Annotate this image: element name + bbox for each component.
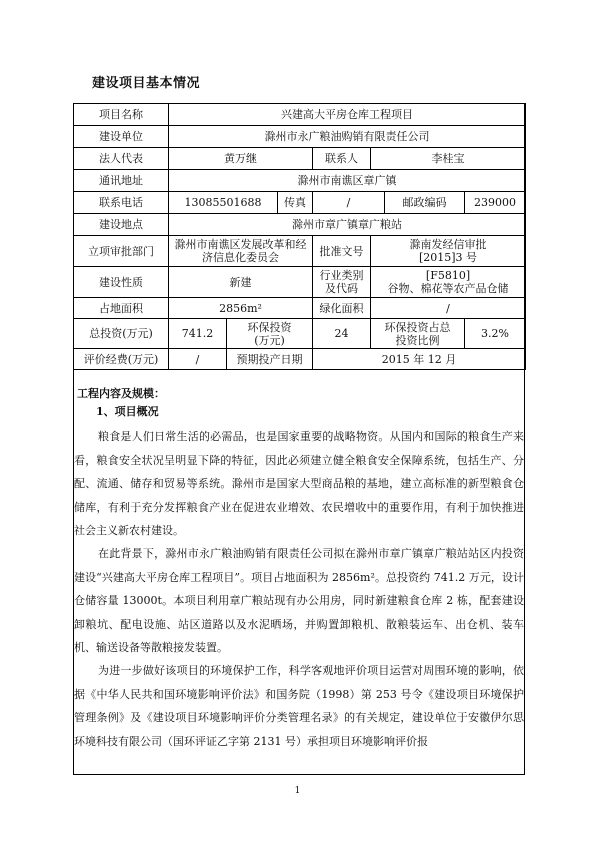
label-contact: 联系人 <box>313 148 371 170</box>
value-fax: / <box>313 192 385 214</box>
label-env-ratio <box>371 319 465 349</box>
value-postcode: 239000 <box>465 192 526 214</box>
value-cost: / <box>169 349 227 370</box>
value-env-ratio: 3.2% <box>465 319 526 349</box>
paragraph-text: 为进一步做好该项目的环境保护工作，科学客观地评价项目运营对周围环境的影响，依据《中华人民共和国环境影响评价法》和国务院（1998）第 253 号令《建设项目环境保护管理条例》及《建设项目环境影响评价分类管理名录》的有关规定，建设单位于安徽伊尔思环境科技有限公司（国环评证乙字第 2131 号）承担项目环境影响评价报 <box>74 664 524 748</box>
label-area: 占地面积 <box>74 298 169 319</box>
label-phone: 联系电话 <box>74 192 169 214</box>
label-green: 绿化面积 <box>313 298 371 319</box>
row-address <box>74 170 526 192</box>
label-postcode: 邮政编码 <box>385 192 465 214</box>
value-approval-dept: 滁州市南谯区发展改革和经济信息化委员会 <box>169 236 313 267</box>
row-project-name <box>74 104 526 126</box>
row-phone <box>74 192 526 214</box>
env-ratio-label-line-2: 投资比例 <box>395 333 440 347</box>
value-phone: 13085501688 <box>169 192 278 214</box>
paragraph-1 <box>74 425 524 543</box>
label-legal: 法人代表 <box>74 148 169 170</box>
label-unit: 建设单位 <box>74 126 169 148</box>
row-approval <box>74 236 526 267</box>
item-title: 1、项目概况 <box>96 405 159 418</box>
value-address: 滁州市南谯区章广镇 <box>169 170 526 192</box>
env-ratio-label-line-1: 环保投资占总 <box>384 320 451 334</box>
paragraph-3 <box>74 659 524 753</box>
row-investment <box>74 319 526 349</box>
value-industry <box>371 267 526 298</box>
row-area <box>74 298 526 319</box>
row-cost <box>74 349 526 370</box>
value-approval-doc <box>371 236 526 267</box>
value-location: 滁州市章广镇章广粮站 <box>169 214 526 236</box>
label-fax: 传真 <box>278 192 313 214</box>
project-info-table <box>73 103 526 370</box>
content-section <box>74 386 524 421</box>
row-location <box>74 214 526 236</box>
label-address: 通讯地址 <box>74 170 169 192</box>
env-investment-label-line-2: (万元) <box>254 333 285 347</box>
page-number: 1 <box>294 786 301 796</box>
label-investment: 总投资(万元) <box>74 319 169 349</box>
section-subhead: 工程内容及规模： <box>77 387 165 400</box>
label-nature: 建设性质 <box>74 267 169 298</box>
industry-code: [F5810] <box>425 269 471 282</box>
env-investment-label-line-1: 环保投资 <box>247 320 292 334</box>
value-investment: 741.2 <box>169 319 227 349</box>
label-env-investment <box>227 319 313 349</box>
value-unit: 滁州市永广粮油购销有限责任公司 <box>169 126 526 148</box>
value-legal: 黄万继 <box>169 148 313 170</box>
value-env-investment: 24 <box>313 319 371 349</box>
row-nature <box>74 267 526 298</box>
approval-doc-line-1: 滁南发经信审批 <box>409 238 487 251</box>
label-industry <box>313 267 371 298</box>
industry-label-line-2: 及代码 <box>325 282 358 295</box>
paragraph-2 <box>74 542 524 660</box>
value-production-date: 2015 年 12 月 <box>313 349 526 370</box>
industry-name: 谷物、棉花等农产品仓储 <box>387 282 509 295</box>
row-legal <box>74 148 526 170</box>
label-cost: 评价经费(万元) <box>74 349 169 370</box>
row-unit <box>74 126 526 148</box>
value-project-name: 兴建高大平房仓库工程项目 <box>169 104 526 126</box>
approval-doc-line-2: [2015]3 号 <box>418 251 478 264</box>
paragraph-text: 在此背景下，滁州市永广粮油购销有限责任公司拟在滁州市章广镇章广粮站站区内投资建设“兴建高大平房仓库工程项目”。项目占地面积为 2856m²。总投资约 741.2 万元，设计仓储容量 13000t。本项目利用章广粮站现有办公用房，同时新建粮食仓库 2 栋，配套建设卸粮坑、配电设施、站区道路以及水泥晒场，并购置卸粮机、散粮装运车、出仓机、装车机、输送设备等散粮接发装置。 <box>74 547 524 654</box>
page-title: 建设项目基本情况 <box>92 76 201 91</box>
value-green: / <box>371 298 526 319</box>
paragraph-text: 粮食是人们日常生活的必需品，也是国家重要的战略物资。从国内和国际的粮食生产来看，粮食安全状况呈明显下降的特征，因此必须建立健全粮食安全保障系统，包括生产、分配、流通、储存和贸易等系统。滁州市是国家大型商品粮的基地，建立高标准的新型粮食仓储库，有利于充分发挥粮食产业在促进农业增效、农民增收中的重要作用，有利于加快推进社会主义新农村建设。 <box>74 430 524 537</box>
value-nature: 新建 <box>169 267 313 298</box>
label-location: 建设地点 <box>74 214 169 236</box>
industry-label-line-1: 行业类别 <box>319 269 364 282</box>
label-production-date: 预期投产日期 <box>227 349 313 370</box>
label-approval-doc: 批准文号 <box>313 236 371 267</box>
label-approval: 立项审批部门 <box>74 236 169 267</box>
value-area: 2856m² <box>169 298 313 319</box>
label-project-name: 项目名称 <box>74 104 169 126</box>
value-contact: 李桂宝 <box>371 148 526 170</box>
